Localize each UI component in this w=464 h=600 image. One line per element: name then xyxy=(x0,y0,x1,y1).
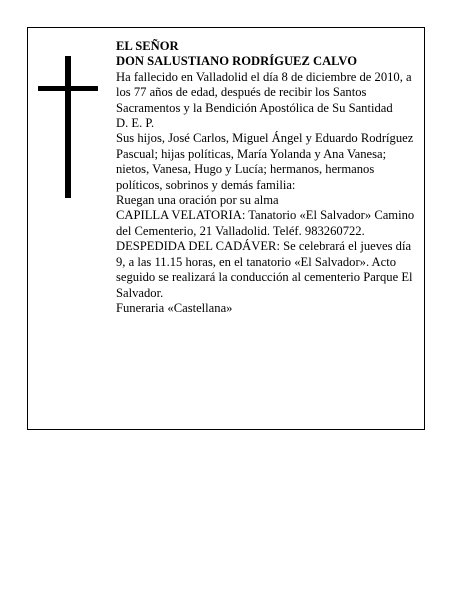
chapel-info: CAPILLA VELATORIA: Tanatorio «El Salvador» Camino del Cementerio, 21 Valladolid. Teléf. 983260722. xyxy=(116,208,415,238)
funeral-home: Funeraria «Castellana» xyxy=(116,300,233,315)
cross-vertical-bar xyxy=(65,56,71,198)
cross-horizontal-bar xyxy=(38,86,98,91)
farewell-info: DESPEDIDA DEL CADÁVER: Se celebrará el jueves día 9, a las 11.15 horas, en el tanatorio «El Salvador». Acto seguido se realizará la conducción al cementerio Parque El Salvador. xyxy=(116,239,413,300)
cross-icon xyxy=(38,56,98,198)
notice-text xyxy=(116,39,422,316)
honorific: EL SEÑOR xyxy=(116,39,179,53)
rest-in-peace: D. E. P. xyxy=(116,116,155,131)
deceased-name: DON SALUSTIANO RODRÍGUEZ CALVO xyxy=(116,54,358,69)
obituary-notice xyxy=(27,27,425,430)
prayer-request: Ruegan una oración por su alma xyxy=(116,193,279,208)
death-announcement: Ha fallecido en Valladolid el día 8 de diciembre de 2010, a los 77 años de edad, después de recibir los Santos Sacramentos y la Bendición Apostólica de Su Santidad xyxy=(116,69,412,115)
family-list: Sus hijos, José Carlos, Miguel Ángel y Eduardo Rodríguez Pascual; hijas políticas, María Yolanda y Ana Vanesa; nietos, Vanesa, Hugo y Lucía; hermanos, hermanos políticos, sobrinos y demás familia: xyxy=(116,131,414,192)
